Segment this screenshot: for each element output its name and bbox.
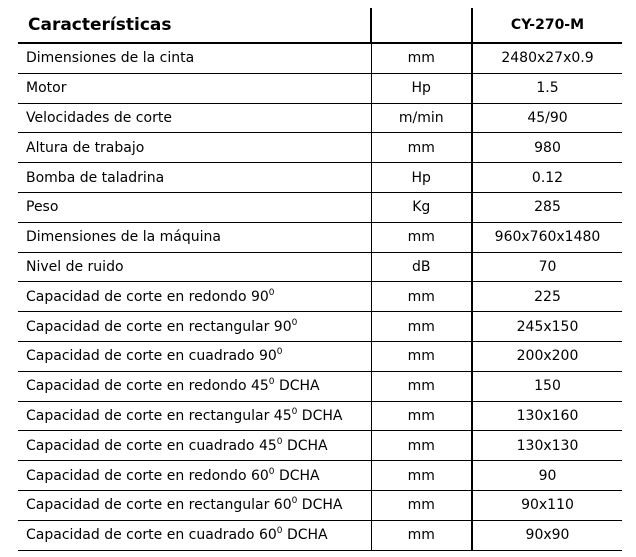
spec-name: [18, 163, 371, 193]
spec-name: [18, 133, 371, 163]
spec-name-text: Capacidad de corte en rectangular 90: [26, 318, 292, 335]
spec-name-text: Capacidad de corte en rectangular 45: [26, 407, 292, 424]
spec-unit: m/min: [371, 103, 472, 133]
spec-unit: mm: [371, 401, 472, 431]
degree-superscript: 0: [268, 377, 275, 388]
spec-row: [18, 252, 622, 282]
spec-unit: mm: [371, 43, 472, 73]
spec-name: [18, 103, 371, 133]
spec-name: [18, 520, 371, 550]
spec-value: 90: [472, 461, 622, 491]
spec-unit: mm: [371, 490, 472, 520]
spec-name-text: Capacidad de corte en cuadrado 45: [26, 437, 277, 454]
spec-name: [18, 490, 371, 520]
spec-value: 90x90: [472, 520, 622, 550]
spec-unit: mm: [371, 133, 472, 163]
spec-unit: Hp: [371, 163, 472, 193]
spec-value: 90x110: [472, 490, 622, 520]
spec-unit: dB: [371, 252, 472, 282]
spec-name-text: Peso: [26, 199, 59, 216]
degree-superscript: 0: [276, 347, 283, 358]
spec-unit: mm: [371, 461, 472, 491]
spec-name: [18, 222, 371, 252]
spec-name: [18, 192, 371, 222]
spec-row: [18, 401, 622, 431]
spec-name-suffix: DCHA: [297, 407, 343, 424]
spec-row: [18, 431, 622, 461]
degree-superscript: 0: [276, 436, 283, 447]
spec-name-text: Capacidad de corte en redondo 45: [26, 378, 269, 395]
spec-row: [18, 520, 622, 550]
degree-superscript: 0: [276, 526, 283, 537]
spec-row: [18, 192, 622, 222]
spec-name-text: Nivel de ruido: [26, 258, 124, 275]
spec-unit: Kg: [371, 192, 472, 222]
spec-name: [18, 461, 371, 491]
spec-name-suffix: DCHA: [297, 497, 343, 514]
spec-row: [18, 312, 622, 342]
spec-name-suffix: DCHA: [282, 437, 328, 454]
degree-superscript: 0: [268, 287, 275, 298]
table-title: Características: [18, 8, 371, 43]
degree-superscript: 0: [291, 496, 298, 507]
degree-superscript: 0: [268, 466, 275, 477]
spec-unit: mm: [371, 341, 472, 371]
spec-name-suffix: DCHA: [282, 527, 328, 544]
spec-row: [18, 490, 622, 520]
spec-name: [18, 371, 371, 401]
spec-name-text: Velocidades de corte: [26, 109, 172, 126]
spec-value: 225: [472, 282, 622, 312]
specifications-body: [18, 43, 622, 550]
spec-name: [18, 341, 371, 371]
spec-unit: mm: [371, 371, 472, 401]
spec-name: [18, 401, 371, 431]
spec-name-text: Capacidad de corte en rectangular 60: [26, 497, 292, 514]
spec-row: [18, 103, 622, 133]
spec-value: 2480x27x0.9: [472, 43, 622, 73]
spec-value: 130x130: [472, 431, 622, 461]
spec-name-text: Capacidad de corte en redondo 90: [26, 288, 269, 305]
spec-row: [18, 371, 622, 401]
spec-value: 200x200: [472, 341, 622, 371]
spec-name-text: Dimensiones de la cinta: [26, 50, 195, 67]
spec-name: [18, 73, 371, 103]
spec-value: 285: [472, 192, 622, 222]
spec-name: [18, 312, 371, 342]
spec-unit: mm: [371, 312, 472, 342]
spec-name-text: Capacidad de corte en redondo 60: [26, 467, 269, 484]
spec-unit: Hp: [371, 73, 472, 103]
spec-row: [18, 461, 622, 491]
table-header-row: [18, 8, 622, 43]
spec-value: 1.5: [472, 73, 622, 103]
unit-column-header: [371, 8, 472, 43]
spec-name: [18, 431, 371, 461]
spec-value: 0.12: [472, 163, 622, 193]
spec-unit: mm: [371, 222, 472, 252]
spec-row: [18, 43, 622, 73]
spec-name: [18, 252, 371, 282]
spec-row: [18, 73, 622, 103]
degree-superscript: 0: [291, 406, 298, 417]
spec-row: [18, 163, 622, 193]
spec-value: 45/90: [472, 103, 622, 133]
spec-value: 980: [472, 133, 622, 163]
spec-name-text: Bomba de taladrina: [26, 169, 165, 186]
spec-row: [18, 341, 622, 371]
spec-value: 960x760x1480: [472, 222, 622, 252]
spec-name-text: Capacidad de corte en cuadrado 60: [26, 527, 277, 544]
spec-row: [18, 133, 622, 163]
model-column-header: CY-270-M: [472, 8, 622, 43]
spec-value: 245x150: [472, 312, 622, 342]
spec-value: 70: [472, 252, 622, 282]
spec-name-text: Motor: [26, 80, 67, 97]
spec-name-suffix: DCHA: [274, 467, 320, 484]
spec-name-text: Altura de trabajo: [26, 139, 145, 156]
spec-unit: mm: [371, 282, 472, 312]
specifications-table: [18, 8, 622, 551]
spec-unit: mm: [371, 520, 472, 550]
spec-unit: mm: [371, 431, 472, 461]
spec-value: 150: [472, 371, 622, 401]
spec-name-suffix: DCHA: [274, 378, 320, 395]
spec-name-text: Dimensiones de la máquina: [26, 229, 221, 246]
spec-row: [18, 222, 622, 252]
spec-row: [18, 282, 622, 312]
degree-superscript: 0: [291, 317, 298, 328]
spec-name: [18, 43, 371, 73]
spec-value: 130x160: [472, 401, 622, 431]
spec-name-text: Capacidad de corte en cuadrado 90: [26, 348, 277, 365]
spec-name: [18, 282, 371, 312]
